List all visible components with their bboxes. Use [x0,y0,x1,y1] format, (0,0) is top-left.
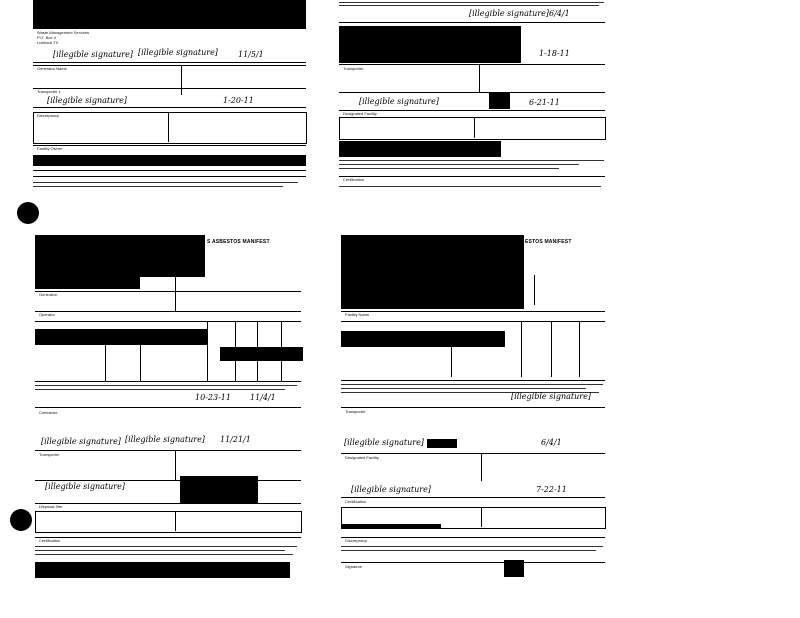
redaction-bar [35,277,140,289]
field-label: Facility Name [345,312,370,317]
address-line: Waste Management Services [37,30,90,35]
field-label: Facility Owner [37,146,63,151]
manifest-page-1 [33,0,308,195]
date: 6/4/1 [541,438,562,447]
discrepancy-box [35,511,302,533]
date: 11/21/1 [220,435,251,444]
redaction-bar [33,155,306,166]
signature: [illegible signature] [53,50,133,59]
signature: [illegible signature] [45,482,125,491]
field-label: Disposal Site [39,504,63,509]
field-label: Designated Facility [343,111,377,116]
redaction-bar [33,0,306,29]
field-label: Transporter [39,452,60,457]
field-label: Contractor [39,410,58,415]
signature: [illegible signature] [125,435,205,444]
date: 10-23-11 [195,393,231,402]
redaction-bar [220,347,303,361]
signature: [illegible signature] [511,392,591,401]
date: 1-20-11 [223,96,254,105]
field-label: Transporter 1 [37,89,61,94]
manifest-page-3 [35,235,303,580]
punch-hole-icon [10,509,32,531]
signature: [illegible signature] [351,485,431,494]
field-label: Discrepancy [345,538,368,543]
address-line: Lubbock TX [37,40,59,45]
redaction-bar [35,235,205,277]
field-label: Generator Name [37,66,67,71]
redaction-bar [489,93,510,109]
discrepancy-box [339,117,606,140]
date: 11/4/1 [250,393,276,402]
field-label: Operator [39,312,55,317]
signature: [illegible signature] [47,96,127,105]
redaction-bar [341,524,441,529]
redaction-bar [180,476,258,503]
date: 6-21-11 [529,98,560,107]
signature: [illegible signature] [344,438,424,447]
field-label: Transporter [343,66,364,71]
signature: [illegible signature] [41,437,121,446]
field-label: Certification [343,177,365,182]
form-title: S ASBESTOS MANIFEST [207,239,270,245]
field-label: Certification [345,499,367,504]
redaction-bar [341,331,505,347]
signature: [illegible signature] [138,48,218,57]
signature: [illegible signature] [469,9,549,18]
address-line: P.O. Box 4 [37,35,56,40]
redaction-bar [504,560,524,577]
redaction-bar [339,26,521,63]
field-label: Signature [345,564,363,569]
field-label: Generator [39,292,58,297]
field-label: Designated Facility [345,455,379,460]
date: 11/5/1 [238,50,264,59]
redaction-bar [35,329,207,345]
date: 6/4/1 [549,9,570,18]
redaction-bar [339,141,501,157]
field-label: Transporter [345,409,366,414]
signature: [illegible signature] [359,97,439,106]
date: 7-22-11 [536,485,567,494]
date: 1-18-11 [539,49,570,58]
discrepancy-box [33,112,307,144]
redaction-bar [341,235,524,309]
field-label: Certification [39,538,61,543]
manifest-page-4 [341,235,607,580]
manifest-page-2 [339,0,607,195]
redaction-bar [427,439,457,448]
redaction-bar [35,562,290,578]
punch-hole-icon [17,202,39,224]
field-label: Discrepancy [37,113,60,118]
form-title: ESTOS MANIFEST [525,239,572,245]
